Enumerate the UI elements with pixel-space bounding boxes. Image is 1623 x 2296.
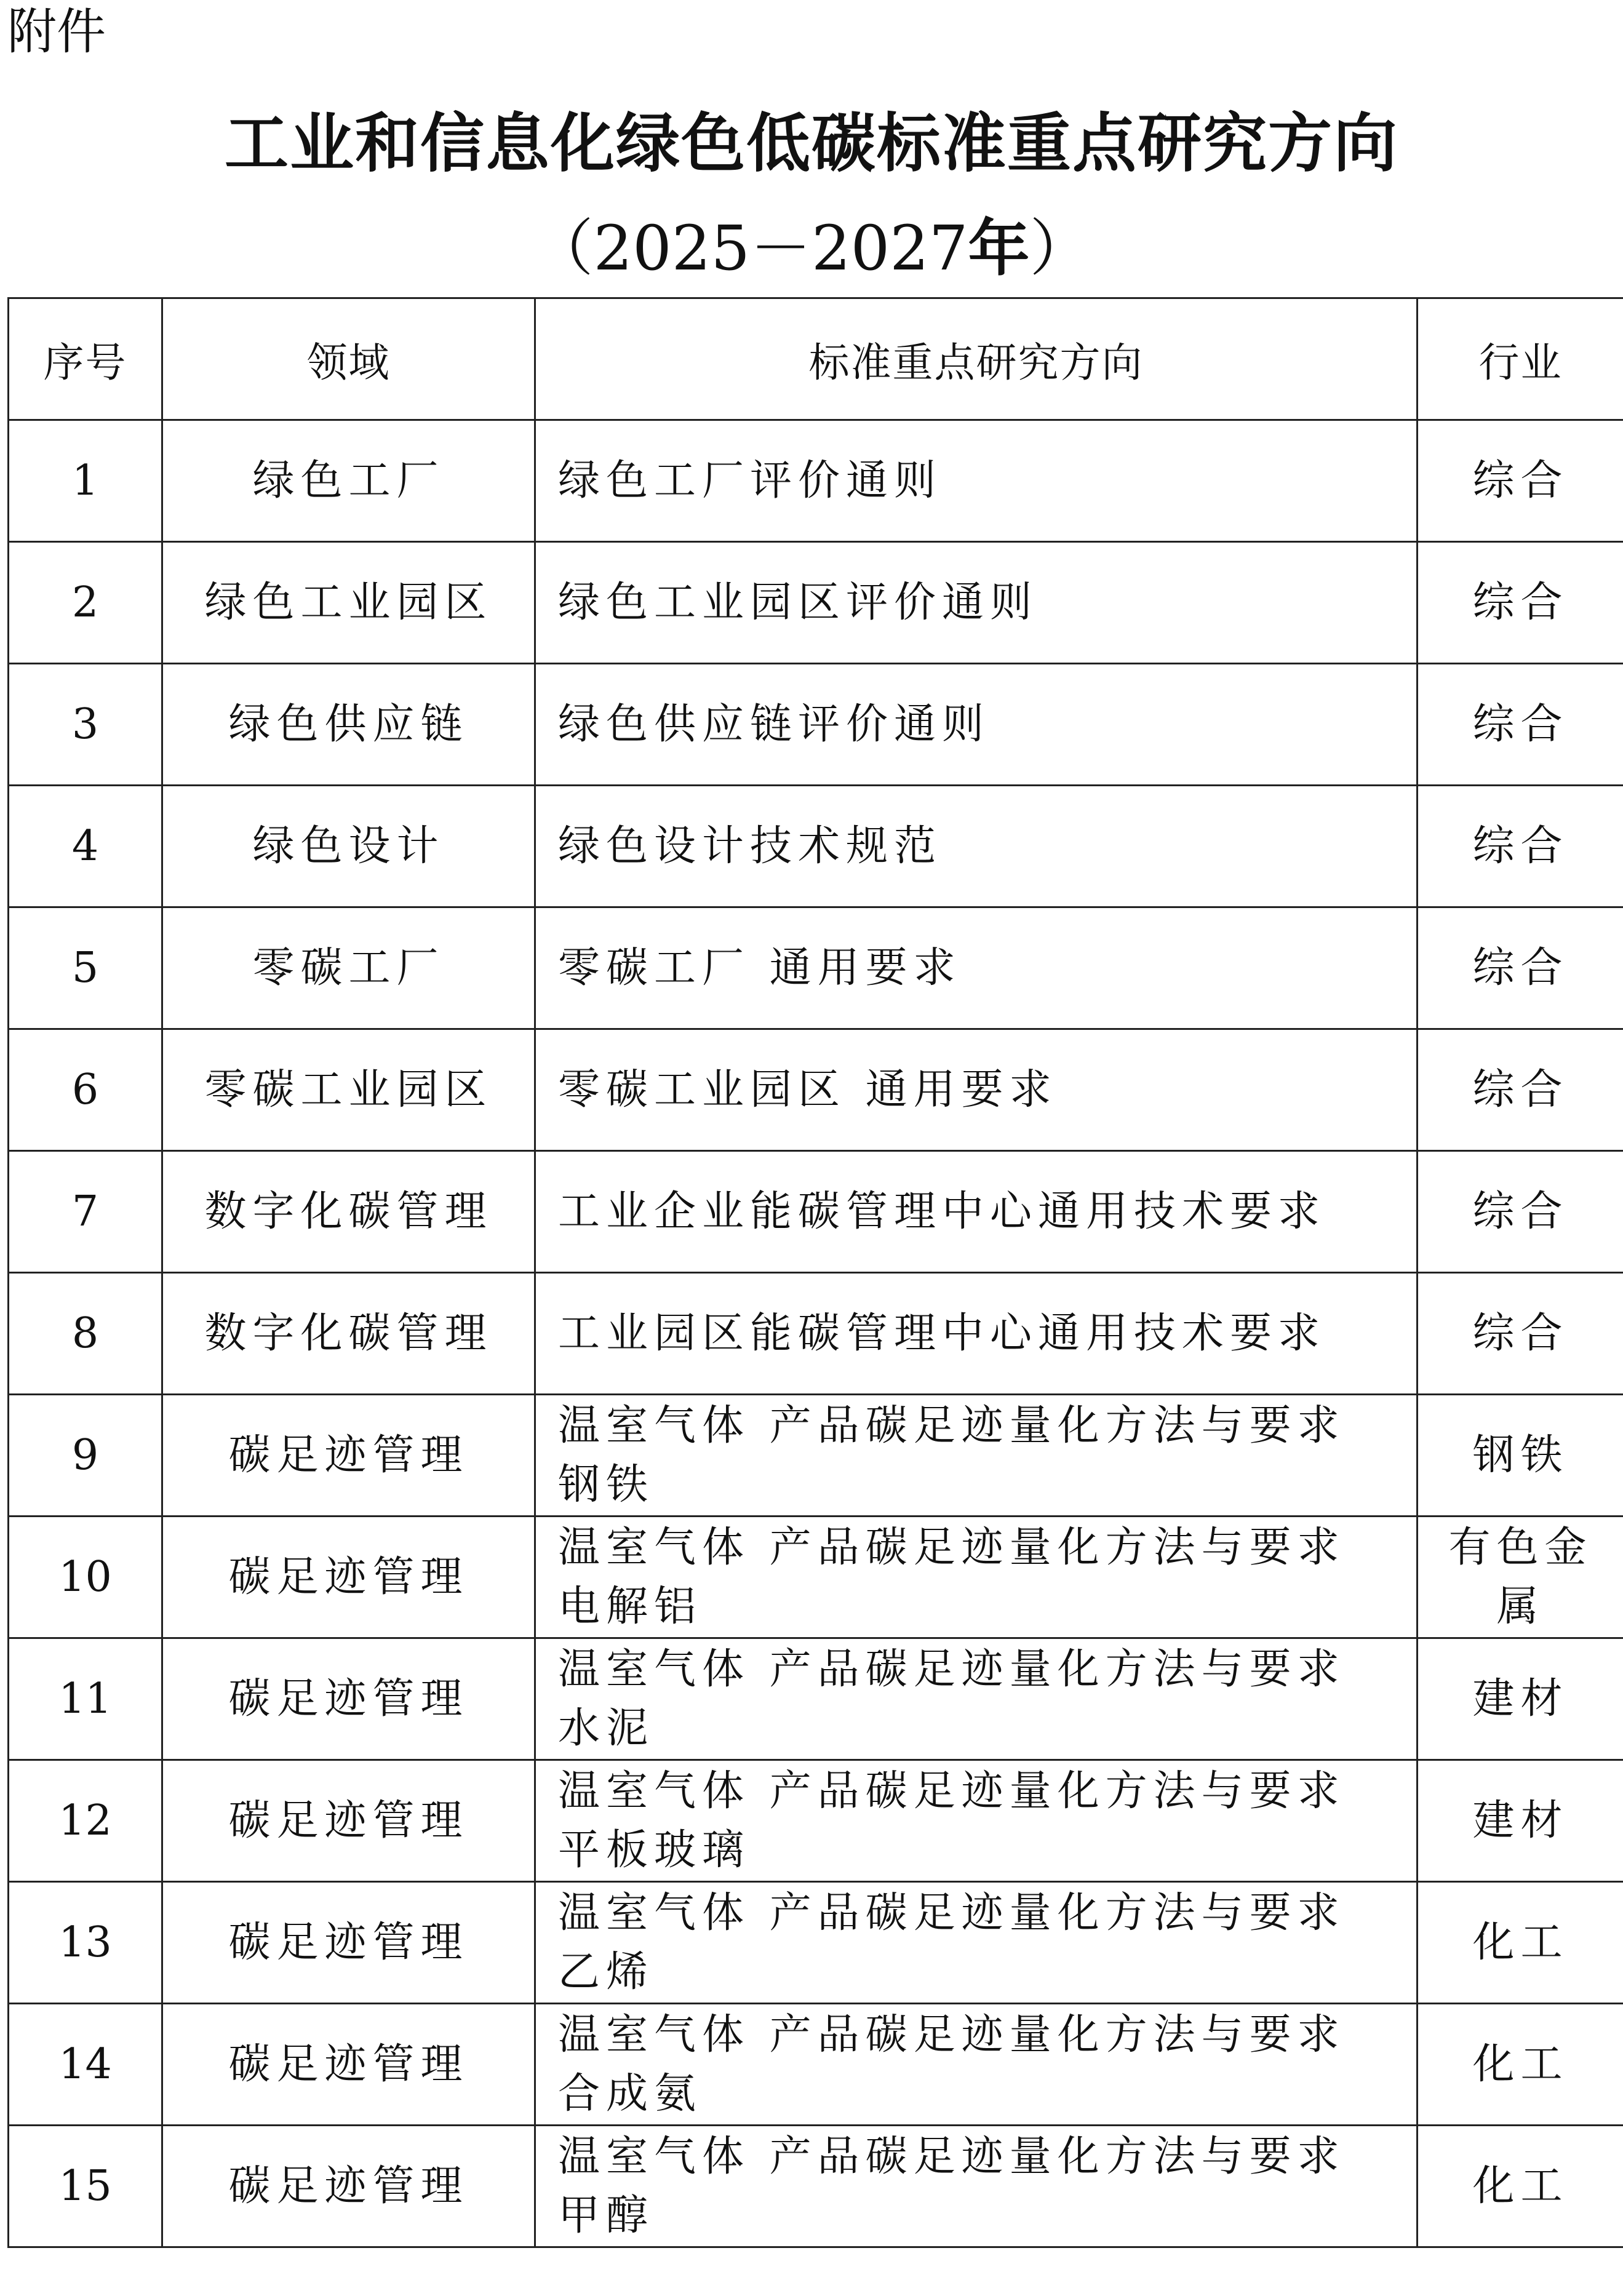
table-row — [9, 2126, 1623, 2247]
cell-field: 数字化碳管理 — [162, 1151, 535, 1273]
cell-direction: 工业企业能碳管理中心通用技术要求 — [535, 1151, 1418, 1273]
cell-direction: 绿色工厂评价通则 — [535, 420, 1418, 542]
cell-direction: 绿色工业园区评价通则 — [535, 542, 1418, 664]
cell-industry: 化工 — [1418, 2126, 1623, 2247]
cell-industry: 建材 — [1418, 1760, 1623, 1882]
cell-direction: 温室气体 产品碳足迹量化方法与要求 水泥 — [535, 1638, 1418, 1760]
cell-no: 4 — [9, 786, 162, 907]
document-subtitle — [0, 208, 1623, 289]
table-header-row — [9, 298, 1623, 420]
cell-no: 10 — [9, 1517, 162, 1638]
cell-no: 5 — [9, 907, 162, 1029]
subtitle-years: 2025－2027 — [593, 212, 968, 284]
cell-no: 6 — [9, 1029, 162, 1151]
cell-field: 零碳工业园区 — [162, 1029, 535, 1151]
cell-industry: 综合 — [1418, 1273, 1623, 1395]
cell-direction: 工业园区能碳管理中心通用技术要求 — [535, 1273, 1418, 1395]
table-row — [9, 907, 1623, 1029]
cell-no: 9 — [9, 1395, 162, 1517]
table-row — [9, 664, 1623, 786]
cell-no: 2 — [9, 542, 162, 664]
cell-no: 12 — [9, 1760, 162, 1882]
table-row — [9, 1151, 1623, 1273]
table-row — [9, 1638, 1623, 1760]
cell-industry: 化工 — [1418, 2004, 1623, 2126]
table-row — [9, 2004, 1623, 2126]
cell-no: 1 — [9, 420, 162, 542]
table-row — [9, 1395, 1623, 1517]
cell-no: 11 — [9, 1638, 162, 1760]
header-field: 领域 — [162, 298, 535, 420]
cell-industry: 综合 — [1418, 1151, 1623, 1273]
cell-field: 绿色工业园区 — [162, 542, 535, 664]
table-row — [9, 1029, 1623, 1151]
cell-industry: 综合 — [1418, 664, 1623, 786]
table-row — [9, 786, 1623, 907]
cell-industry: 综合 — [1418, 907, 1623, 1029]
cell-direction: 温室气体 产品碳足迹量化方法与要求 钢铁 — [535, 1395, 1418, 1517]
table-row — [9, 1517, 1623, 1638]
table-row — [9, 420, 1623, 542]
subtitle-close-paren: ） — [1029, 212, 1091, 284]
cell-field: 数字化碳管理 — [162, 1273, 535, 1395]
subtitle-open-paren: （ — [532, 212, 594, 284]
cell-no: 14 — [9, 2004, 162, 2126]
cell-field: 碳足迹管理 — [162, 1517, 535, 1638]
cell-field: 零碳工厂 — [162, 907, 535, 1029]
cell-industry: 综合 — [1418, 1029, 1623, 1151]
table-row — [9, 1760, 1623, 1882]
cell-direction: 绿色供应链评价通则 — [535, 664, 1418, 786]
cell-no: 15 — [9, 2126, 162, 2247]
table-body — [9, 420, 1623, 2247]
cell-direction: 温室气体 产品碳足迹量化方法与要求 平板玻璃 — [535, 1760, 1418, 1882]
document-title: 工业和信息化绿色低碳标准重点研究方向 — [224, 105, 1398, 181]
cell-field: 碳足迹管理 — [162, 1638, 535, 1760]
cell-direction: 温室气体 产品碳足迹量化方法与要求 甲醇 — [535, 2126, 1418, 2247]
cell-field: 碳足迹管理 — [162, 2004, 535, 2126]
cell-field: 碳足迹管理 — [162, 2126, 535, 2247]
cell-direction: 温室气体 产品碳足迹量化方法与要求 合成氨 — [535, 2004, 1418, 2126]
cell-no: 3 — [9, 664, 162, 786]
cell-field: 碳足迹管理 — [162, 1760, 535, 1882]
cell-direction: 零碳工厂 通用要求 — [535, 907, 1418, 1029]
header-no: 序号 — [9, 298, 162, 420]
table-row — [9, 1273, 1623, 1395]
subtitle-year-char: 年 — [968, 212, 1030, 284]
cell-no: 8 — [9, 1273, 162, 1395]
attachment-label: 附件 — [7, 3, 106, 60]
cell-direction: 零碳工业园区 通用要求 — [535, 1029, 1418, 1151]
table-row — [9, 1882, 1623, 2004]
standards-table — [7, 297, 1623, 2248]
cell-no: 7 — [9, 1151, 162, 1273]
cell-field: 绿色工厂 — [162, 420, 535, 542]
cell-field: 绿色设计 — [162, 786, 535, 907]
cell-direction: 绿色设计技术规范 — [535, 786, 1418, 907]
header-industry: 行业 — [1418, 298, 1623, 420]
cell-industry: 钢铁 — [1418, 1395, 1623, 1517]
cell-direction: 温室气体 产品碳足迹量化方法与要求 乙烯 — [535, 1882, 1418, 2004]
cell-industry: 综合 — [1418, 420, 1623, 542]
cell-field: 绿色供应链 — [162, 664, 535, 786]
table-row — [9, 542, 1623, 664]
cell-industry: 化工 — [1418, 1882, 1623, 2004]
header-direction: 标准重点研究方向 — [535, 298, 1418, 420]
cell-no: 13 — [9, 1882, 162, 2004]
cell-industry: 建材 — [1418, 1638, 1623, 1760]
cell-industry: 有色金属 — [1418, 1517, 1623, 1638]
cell-field: 碳足迹管理 — [162, 1882, 535, 2004]
cell-field: 碳足迹管理 — [162, 1395, 535, 1517]
cell-direction: 温室气体 产品碳足迹量化方法与要求 电解铝 — [535, 1517, 1418, 1638]
cell-industry: 综合 — [1418, 542, 1623, 664]
cell-industry: 综合 — [1418, 786, 1623, 907]
